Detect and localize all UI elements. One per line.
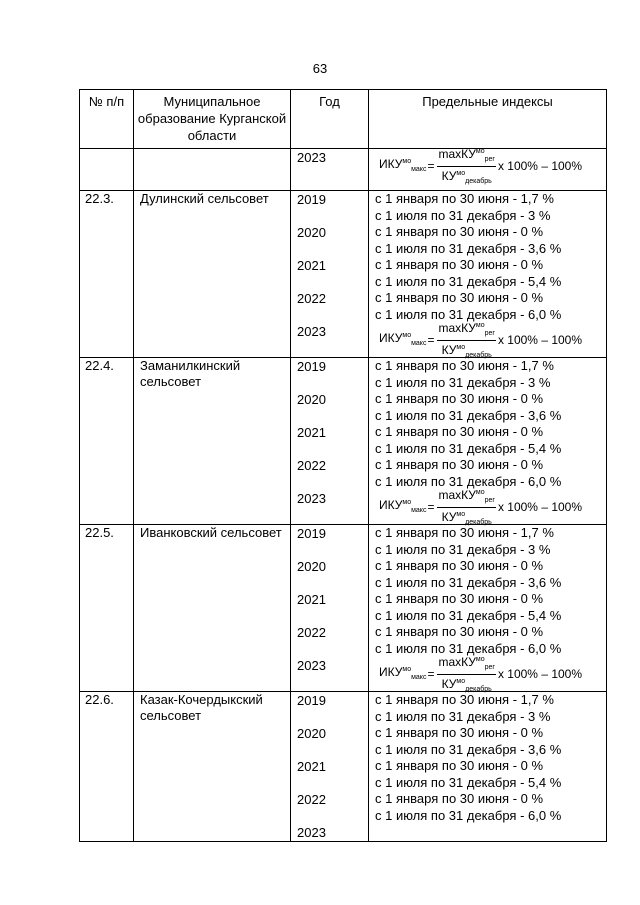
formula-tail: x 100% – 100% — [497, 667, 583, 681]
index-line: с 1 июля по 31 декабря - 6,0 % — [375, 306, 562, 322]
index-line: с 1 января по 30 июня - 0 % — [375, 224, 544, 239]
table-row-continuation — [80, 149, 607, 191]
cell-municipality: Заманилкинский сельсовет — [134, 358, 291, 525]
cell-year — [291, 358, 369, 525]
cell-indices — [369, 358, 607, 525]
year-value: 2022 — [297, 458, 326, 473]
formula-tail: x 100% – 100% — [497, 333, 583, 347]
index-line: с 1 января по 30 июня - 0 % — [375, 424, 544, 439]
cell-number: 22.3. — [80, 191, 134, 358]
cell-municipality: Дулинский сельсовет — [134, 191, 291, 358]
index-line: с 1 января по 30 июня - 1,7 % — [375, 191, 554, 206]
index-line: с 1 июля по 31 декабря - 3,6 % — [375, 574, 562, 590]
cell-municipality: Казак-Кочердыкский сельсовет — [134, 692, 291, 842]
index-line: с 1 июля по 31 декабря - 3,6 % — [375, 240, 562, 256]
index-line: с 1 июля по 31 декабря - 6,0 % — [375, 473, 562, 489]
index-line: с 1 января по 30 июня - 0 % — [375, 558, 544, 573]
index-line: с 1 июля по 31 декабря - 5,4 % — [375, 273, 562, 289]
index-line: с 1 июля по 31 декабря - 6,0 % — [375, 640, 562, 656]
index-line: с 1 января по 30 июня - 1,7 % — [375, 358, 554, 373]
index-line: с 1 января по 30 июня - 1,7 % — [375, 525, 554, 540]
header-indices: Предельные индексы — [369, 90, 607, 149]
formula-lhs: $ИКУ^{мо}_{макс}$ — [379, 331, 427, 347]
index-line: с 1 января по 30 июня - 0 % — [375, 624, 544, 639]
index-line: с 1 июля по 31 декабря - 3 % — [375, 374, 551, 390]
formula-numerator: maxКУ$^{мо}_{рег}$ — [437, 319, 495, 341]
formula-denominator: $КУ^{мо}_{декабрь}$ — [441, 509, 492, 526]
cell-number — [80, 149, 134, 191]
index-line: с 1 июля по 31 декабря - 3,6 % — [375, 741, 562, 757]
formula-denominator: $КУ^{мо}_{декабрь}$ — [441, 342, 492, 359]
formula-denominator: $КУ^{мо}_{декабрь}$ — [441, 168, 492, 185]
year-value: 2021 — [297, 258, 326, 273]
index-line: с 1 июля по 31 декабря - 5,4 % — [375, 774, 562, 790]
formula-fraction — [437, 486, 495, 529]
year-value: 2022 — [297, 792, 326, 807]
tariff-index-table — [79, 89, 607, 842]
index-line: с 1 июля по 31 декабря - 3,6 % — [375, 407, 562, 423]
formula-lhs: $ИКУ^{мо}_{макс}$ — [379, 665, 427, 681]
index-line: с 1 января по 30 июня - 0 % — [375, 725, 544, 740]
formula-lhs: $ИКУ^{мо}_{макс}$ — [379, 157, 427, 173]
max-index-formula: $ИКУ^{мо}_{макс}$ = $\frac{\max КУ^{мо}_{рег}}{КУ^{мо}_{декабрь}}$ x 100% – 100% — [375, 149, 606, 183]
formula-tail: x 100% – 100% — [497, 500, 583, 514]
table-row — [80, 358, 607, 525]
formula-fraction — [437, 653, 495, 696]
table-row — [80, 692, 607, 842]
year-value: 2023 — [297, 324, 326, 339]
cell-year — [291, 692, 369, 842]
index-line: с 1 января по 30 июня - 0 % — [375, 257, 544, 272]
max-index-formula: $ИКУ^{мо}_{макс}$ = $\frac{\max КУ^{мо}_{рег}}{КУ^{мо}_{декабрь}}$ x 100% – 100% — [375, 490, 606, 524]
year-value: 2022 — [297, 625, 326, 640]
cell-number: 22.6. — [80, 692, 134, 842]
year-value: 2023 — [297, 658, 326, 673]
year-value: 2022 — [297, 291, 326, 306]
formula-numerator: maxКУ$^{мо}_{рег}$ — [437, 145, 495, 167]
year-value: 2023 — [297, 150, 326, 165]
max-index-formula: $ИКУ^{мо}_{макс}$ = $\frac{\max КУ^{мо}_{рег}}{КУ^{мо}_{декабрь}}$ x 100% – 100% — [375, 657, 606, 691]
year-value: 2020 — [297, 726, 326, 741]
year-value: 2019 — [297, 359, 326, 374]
cell-number: 22.5. — [80, 525, 134, 692]
index-line: с 1 января по 30 июня - 0 % — [375, 290, 544, 305]
table-row — [80, 191, 607, 358]
formula-fraction — [437, 319, 495, 362]
year-value: 2020 — [297, 225, 326, 240]
formula-numerator: maxКУ$^{мо}_{рег}$ — [437, 653, 495, 675]
year-value: 2019 — [297, 693, 326, 708]
year-value: 2021 — [297, 425, 326, 440]
index-line: с 1 июля по 31 декабря - 5,4 % — [375, 440, 562, 456]
year-value: 2021 — [297, 592, 326, 607]
index-line: с 1 января по 30 июня - 0 % — [375, 457, 544, 472]
cell-municipality: Иванковский сельсовет — [134, 525, 291, 692]
year-value: 2020 — [297, 392, 326, 407]
max-index-formula: $ИКУ^{мо}_{макс}$ = $\frac{\max КУ^{мо}_{рег}}{КУ^{мо}_{декабрь}}$ x 100% – 100% — [375, 323, 606, 357]
cell-indices — [369, 525, 607, 692]
index-line: с 1 января по 30 июня - 1,7 % — [375, 692, 554, 707]
index-line: с 1 июля по 31 декабря - 3 % — [375, 708, 551, 724]
cell-indices — [369, 191, 607, 358]
formula-denominator: $КУ^{мо}_{декабрь}$ — [441, 676, 492, 693]
cell-indices — [369, 692, 607, 842]
page-number: 63 — [312, 61, 328, 76]
cell-indices — [369, 146, 607, 191]
index-line: с 1 января по 30 июня - 0 % — [375, 391, 544, 406]
year-value: 2019 — [297, 526, 326, 541]
table-header-row — [80, 90, 607, 149]
year-value: 2019 — [297, 192, 326, 207]
cell-year — [291, 525, 369, 692]
index-line: с 1 января по 30 июня - 0 % — [375, 791, 544, 806]
formula-numerator: maxКУ$^{мо}_{рег}$ — [437, 486, 495, 508]
index-line: с 1 января по 30 июня - 0 % — [375, 758, 544, 773]
header-number: № п/п — [80, 90, 134, 149]
cell-year — [291, 149, 369, 191]
year-value: 2023 — [297, 491, 326, 506]
formula-fraction — [437, 145, 495, 188]
formula-lhs: $ИКУ^{мо}_{макс}$ — [379, 498, 427, 514]
cell-number: 22.4. — [80, 358, 134, 525]
index-line: с 1 июля по 31 декабря - 3 % — [375, 207, 551, 223]
index-line: с 1 июля по 31 декабря - 5,4 % — [375, 607, 562, 623]
header-year: Год — [291, 90, 369, 149]
cell-municipality — [134, 149, 291, 191]
table-row — [80, 525, 607, 692]
year-value: 2021 — [297, 759, 326, 774]
index-line: с 1 января по 30 июня - 0 % — [375, 591, 544, 606]
year-value: 2020 — [297, 559, 326, 574]
index-line: с 1 июля по 31 декабря - 6,0 % — [375, 807, 562, 823]
header-municipality: Муниципальное образование Курганской области — [134, 90, 291, 149]
cell-year — [291, 191, 369, 358]
formula-tail: x 100% – 100% — [497, 159, 583, 173]
index-line: с 1 июля по 31 декабря - 3 % — [375, 541, 551, 557]
year-value: 2023 — [297, 825, 326, 840]
